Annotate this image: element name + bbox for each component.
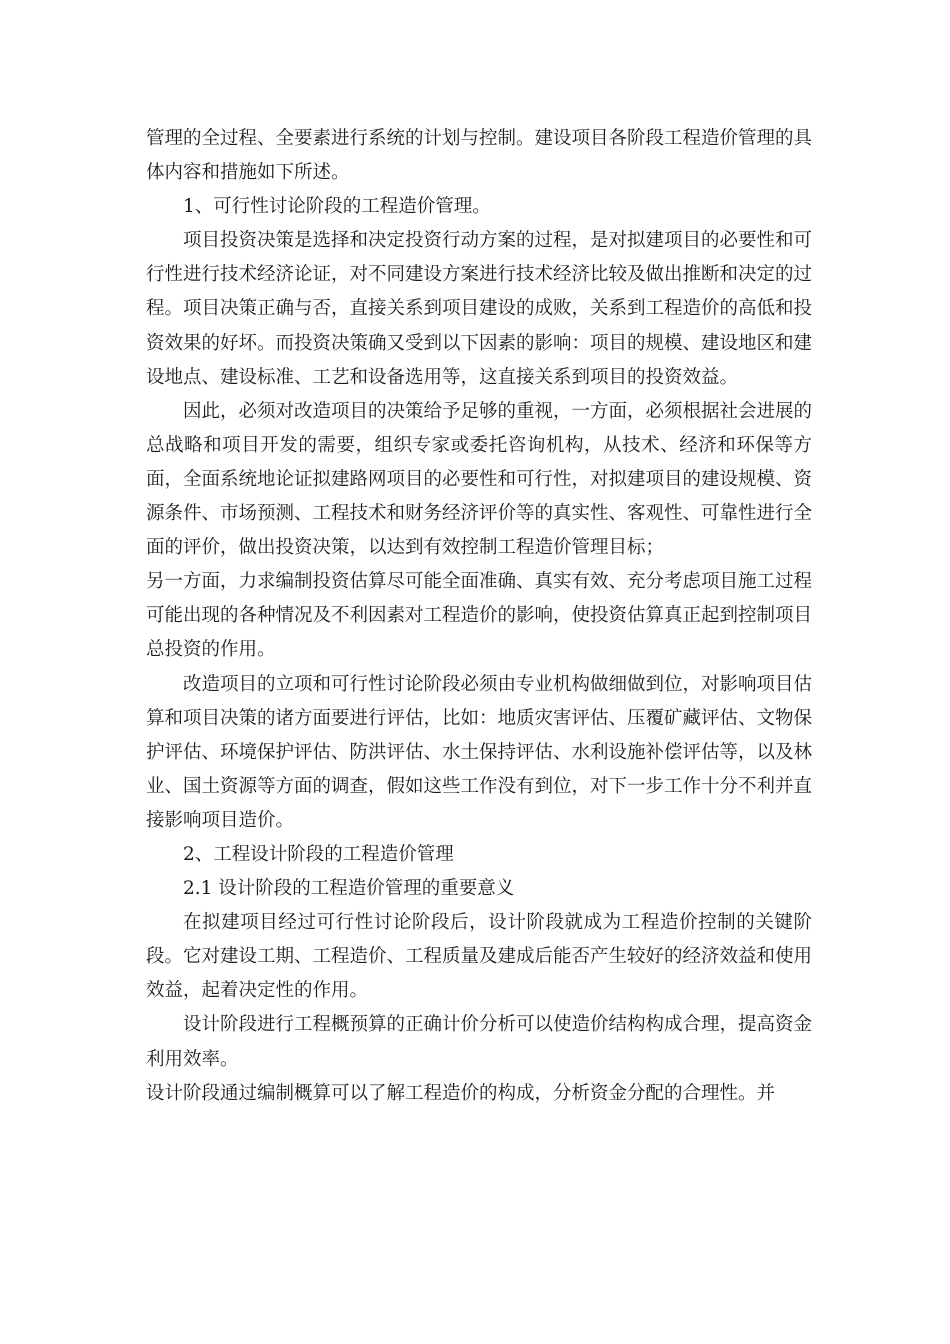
section-heading-1: 1、可行性讨论阶段的工程造价管理。 bbox=[183, 196, 491, 218]
paragraph: 项目投资决策是选择和决定投资行动方案的过程，是对拟建项目的必要性和可行性进行技术经济论证，对不同建设方案进行技术经济比较及做出推断和决定的过程。项目决策正确与否，直接关系到项目建设的成败，关系到工程造价的高低和投资效果的好坏。而投资决策确又受到以下因素的影响：项目的规模、建设地区和建设地点、建设标准、工艺和设备选用等，这直接关系到项目的投资效益。 bbox=[146, 230, 813, 388]
paragraph: 因此，必须对改造项目的决策给予足够的重视，一方面，必须根据社会进展的总战略和项目开发的需要，组织专家或委托咨询机构，从技术、经济和环保等方面，全面系统地论证拟建路网项目的必要性和可行性，对拟建项目的建设规模、资源条件、市场预测、工程技术和财务经济评价等的真实性、客观性、可靠性进行全面的评价，做出投资决策，以达到有效控制工程造价管理目标； bbox=[146, 400, 813, 559]
paragraph-continuation: 管理的全过程、全要素进行系统的计划与控制。建设项目各阶段工程造价管理的具体内容和措施如下所述。 bbox=[146, 128, 813, 184]
subsection-heading-2-1: 2.1 设计阶段的工程造价管理的重要意义 bbox=[183, 878, 515, 900]
paragraph-continuation: 另一方面，力求编制投资估算尽可能全面准确、真实有效、充分考虑项目施工过程可能出现的各种情况及不利因素对工程造价的影响，使投资估算真正起到控制项目总投资的作用。 bbox=[146, 571, 813, 661]
document-body bbox=[146, 122, 812, 1111]
paragraph: 设计阶段进行工程概预算的正确计价分析可以使造价结构构成合理，提高资金利用效率。 bbox=[146, 1014, 813, 1070]
paragraph: 在拟建项目经过可行性讨论阶段后，设计阶段就成为工程造价控制的关键阶段。它对建设工期、工程造价、工程质量及建成后能否产生较好的经济效益和使用效益，起着决定性的作用。 bbox=[146, 912, 813, 1002]
paragraph: 改造项目的立项和可行性讨论阶段必须由专业机构做细做到位，对影响项目估算和项目决策的诸方面要进行评估，比如：地质灾害评估、压覆矿藏评估、文物保护评估、环境保护评估、防洪评估、水土保持评估、水利设施补偿评估等，以及林业、国土资源等方面的调查，假如这些工作没有到位，对下一步工作十分不利并直接影响项目造价。 bbox=[146, 673, 813, 831]
paragraph-continuation: 设计阶段通过编制概算可以了解工程造价的构成，分析资金分配的合理性。并 bbox=[146, 1082, 776, 1104]
section-heading-2: 2、工程设计阶段的工程造价管理 bbox=[183, 843, 454, 865]
